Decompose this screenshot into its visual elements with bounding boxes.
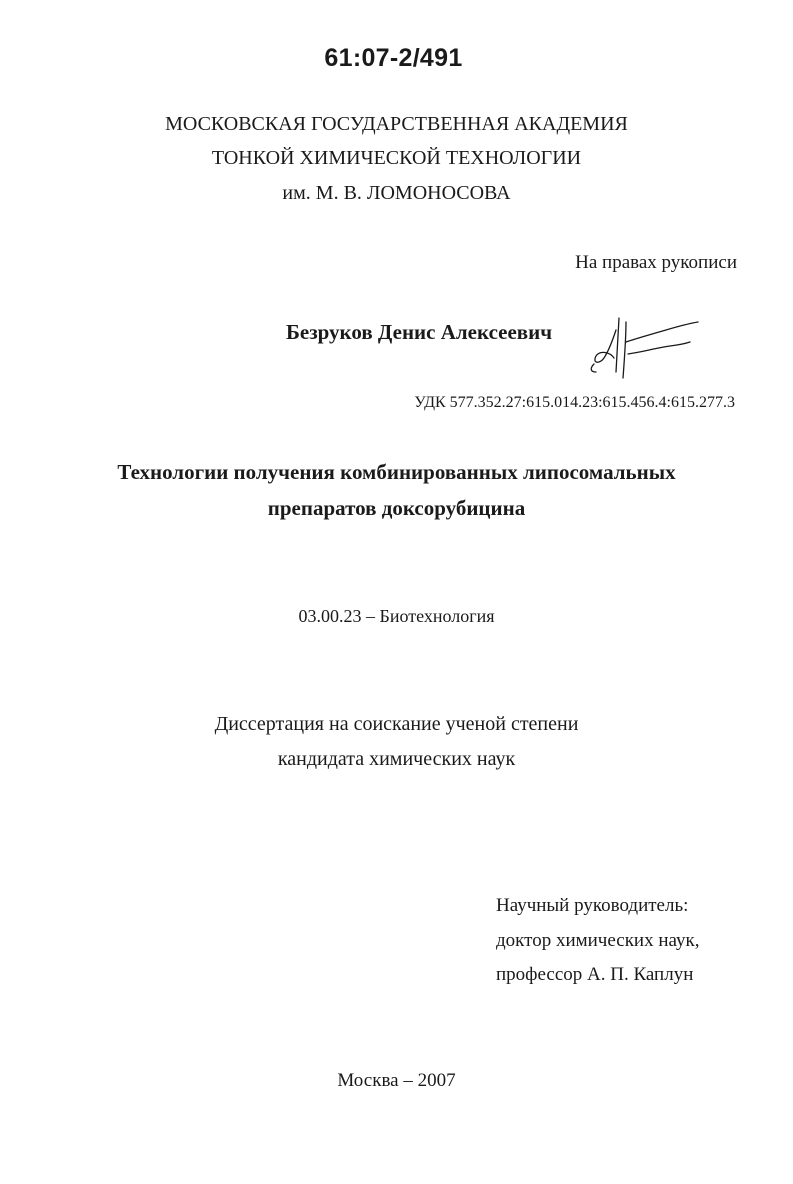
rights-note: На правах рукописи — [575, 252, 737, 273]
institution-line-2: ТОНКОЙ ХИМИЧЕСКОЙ ТЕХНОЛОГИИ — [211, 147, 582, 169]
dissertation-line-2: кандидата химических наук — [277, 748, 516, 770]
supervisor-name: профессор А. П. Каплун — [496, 964, 694, 985]
udk-code: УДК 577.352.27:615.014.23:615.456.4:615.277.3 — [414, 394, 735, 411]
supervisor-label: Научный руководитель: — [496, 895, 689, 916]
signature-image — [586, 312, 704, 382]
author-name: Безруков Денис Алексеевич — [286, 320, 553, 344]
thesis-title-line-2: препаратов доксорубицина — [267, 496, 526, 520]
archive-code: 61:07-2/491 — [324, 44, 463, 72]
supervisor-degree: доктор химических наук, — [496, 930, 700, 951]
place-year: Москва – 2007 — [337, 1070, 456, 1091]
dissertation-line-1: Диссертация на соискание ученой степени — [214, 713, 579, 735]
specialty: 03.00.23 – Биотехнология — [298, 606, 495, 626]
thesis-title-line-1: Технологии получения комбинированных липосомальных — [117, 460, 676, 484]
institution-line-1: МОСКОВСКАЯ ГОСУДАРСТВЕННАЯ АКАДЕМИЯ — [165, 113, 628, 135]
institution-line-3: им. М. В. ЛОМОНОСОВА — [282, 182, 511, 204]
